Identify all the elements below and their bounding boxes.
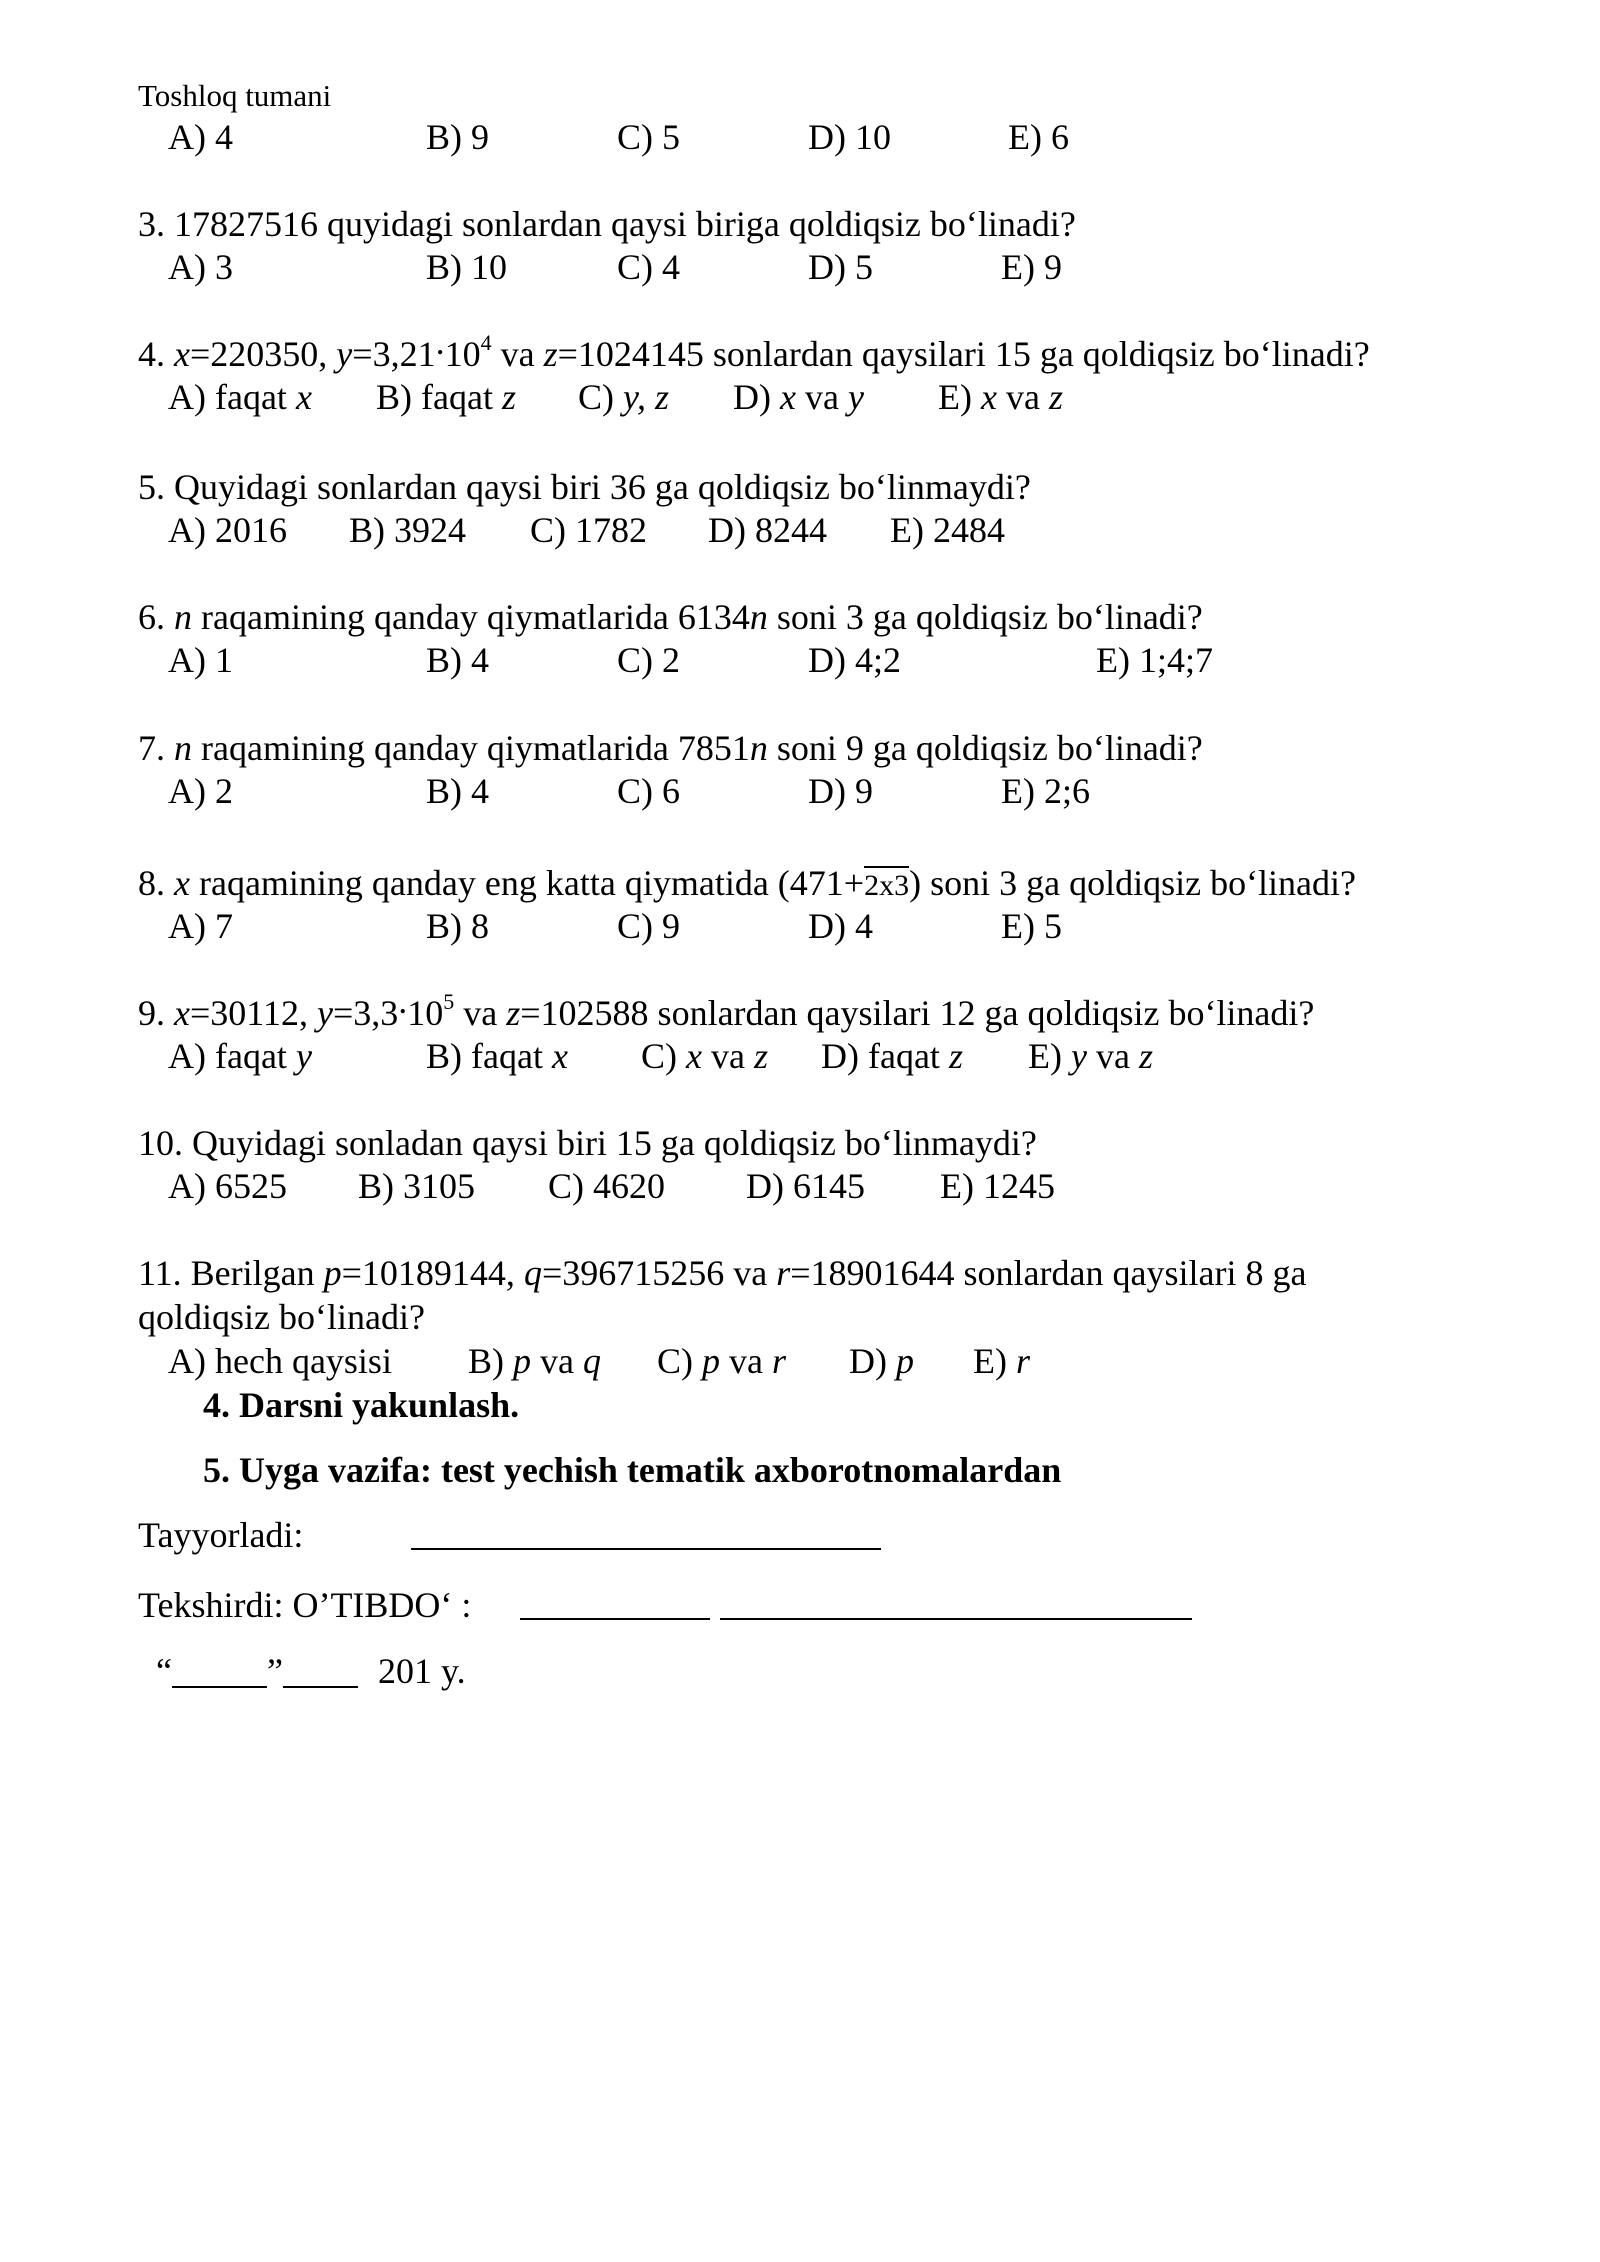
q5-option-a: A) 2016 [168, 510, 287, 550]
q3-option-e: E) 9 [1001, 247, 1062, 287]
q4-z-value: =1024145 sonlardan qaysilari 15 ga qoldiqsiz bo‘linadi? [557, 334, 1370, 374]
date-year: 201 y. [377, 1651, 466, 1691]
q9-option-d-var: z [948, 1036, 963, 1076]
q11-option-b-var1: p [513, 1341, 531, 1381]
q6-option-e: E) 1;4;7 [1096, 640, 1213, 680]
q6-number: 6. [138, 597, 174, 637]
q4-x-value: =220350, [189, 334, 337, 374]
q11-option-c-var1: p [702, 1341, 720, 1381]
q4-option-a-prefix: A) faqat [168, 377, 296, 417]
q7-number: 7. [138, 728, 174, 768]
q4-option-d-var2: y [847, 377, 864, 417]
q7-var-n2: n [749, 728, 768, 768]
q9-option-c-var2: z [753, 1036, 768, 1076]
q6-option-c: C) 2 [617, 640, 680, 680]
q8-number: 8. [138, 863, 174, 903]
q9-option-a-var: y [295, 1036, 312, 1076]
q4-exponent: 4 [480, 330, 492, 355]
q11-option-d-var: p [896, 1341, 914, 1381]
checked-by-label: Tekshirdi: O’TIBDO‘ : [138, 1585, 472, 1625]
q11-option-c-mid: va [720, 1341, 772, 1381]
q11-option-a: A) hech qaysisi [168, 1341, 392, 1381]
q5-text: 5. Quyidagi sonlardan qaysi biri 36 ga qoldiqsiz bo‘linmaydi? [138, 467, 1031, 507]
q9-option-d-prefix: D) faqat [821, 1036, 949, 1076]
q8-overline-number: 2x3 [864, 866, 909, 903]
q8-mid: raqamining qanday eng katta qiymatida (471+ [189, 863, 865, 903]
q4-var-z: z [543, 334, 558, 374]
date-close-quote: ” [266, 1651, 283, 1691]
q11-option-b [468, 1340, 601, 1382]
q9-dot: . [398, 981, 408, 1021]
q9-option-a [168, 1035, 312, 1077]
q11-option-e [973, 1340, 1030, 1382]
q4-y-value: =3,21 [352, 334, 436, 374]
q4-option-d-prefix: D) [733, 377, 780, 417]
q11-option-d [849, 1340, 914, 1382]
q7-option-a: A) 2 [168, 771, 233, 811]
q4-option-a [168, 376, 312, 418]
q5-option-c: C) 1782 [530, 510, 647, 550]
q11-r-value: =18901644 sonlardan qaysilari 8 ga [790, 1253, 1307, 1293]
q4-option-e-var1: x [980, 377, 997, 417]
q11-var-r: r [776, 1253, 791, 1293]
date-day-blank [172, 1652, 267, 1688]
q4-option-e-var2: z [1048, 377, 1063, 417]
q8-option-b: B) 8 [426, 906, 489, 946]
q9-option-b [426, 1035, 568, 1077]
q11-text-line1 [138, 1252, 1306, 1294]
q9-option-e-mid: va [1086, 1036, 1139, 1076]
q8-var-x: x [174, 863, 190, 903]
q5-option-d: D) 8244 [708, 510, 827, 550]
q9-option-e [1028, 1035, 1153, 1077]
q9-x-value: =30112, [189, 993, 317, 1033]
prepared-by-signature-line [411, 1514, 881, 1550]
q11-p-value: =10189144, [341, 1253, 524, 1293]
q11-option-e-prefix: E) [973, 1341, 1016, 1381]
q10-option-d: D) 6145 [746, 1166, 865, 1206]
q4-option-c-var: y, z [623, 377, 670, 417]
q9-option-c-var1: x [686, 1036, 702, 1076]
q9-z-value: =102588 sonlardan qaysilari 12 ga qoldiqsiz bo‘linadi? [520, 993, 1315, 1033]
q11-var-q: q [523, 1253, 542, 1293]
section-4-heading: 4. Darsni yakunlash. [203, 1385, 520, 1425]
q6-var-n: n [174, 597, 192, 637]
q4-var-y: y [336, 334, 353, 374]
q8-option-d: D) 4 [808, 906, 873, 946]
q7-option-c: C) 6 [617, 771, 680, 811]
date-month-blank [283, 1652, 358, 1688]
q9-text [138, 981, 1315, 1039]
q9-option-b-var: x [551, 1036, 568, 1076]
q5-option-e: E) 2484 [890, 510, 1005, 550]
q9-exponent: 5 [443, 989, 455, 1014]
q8-option-c: C) 9 [617, 906, 680, 946]
q2-option-a: A) 4 [168, 117, 233, 157]
q4-option-e [938, 376, 1063, 418]
q4-option-d-mid: va [795, 377, 848, 417]
q4-option-b-prefix: B) faqat [376, 377, 502, 417]
q2-option-e: E) 6 [1008, 117, 1069, 157]
q6-text [138, 596, 1203, 638]
q4-var-x: x [174, 334, 190, 374]
q7-text [138, 727, 1203, 769]
q11-option-b-var2: q [582, 1341, 601, 1381]
q2-option-c: C) 5 [617, 117, 680, 157]
q9-var-x: x [174, 993, 190, 1033]
q9-option-c [641, 1035, 768, 1077]
q11-q-value: =396715256 va [541, 1253, 777, 1293]
q9-var-z: z [506, 993, 521, 1033]
q3-text: 3. 17827516 quyidagi sonlardan qaysi biriga qoldiqsiz bo‘linadi? [138, 204, 1076, 244]
q7-end: soni 9 ga qoldiqsiz bo‘linadi? [767, 728, 1203, 768]
date-open-quote: “ [156, 1651, 172, 1691]
q6-mid: raqamining qanday qiymatlarida 6134 [192, 597, 750, 637]
date-line [156, 1650, 466, 1692]
q4-option-e-prefix: E) [938, 377, 981, 417]
q11-var-p: p [323, 1253, 342, 1293]
q8-end: ) soni 3 ga qoldiqsiz bo‘linadi? [909, 863, 1357, 903]
q4-dot: . [435, 322, 445, 362]
q7-option-b: B) 4 [426, 771, 489, 811]
q9-option-b-prefix: B) faqat [426, 1036, 552, 1076]
q11-number: 11. Berilgan [138, 1253, 324, 1293]
q5-option-b: B) 3924 [349, 510, 466, 550]
q9-option-e-var1: y [1070, 1036, 1087, 1076]
q4-ten: 10 [444, 334, 481, 374]
prepared-by-label: Tayyorladi: [138, 1515, 304, 1555]
q4-option-a-var: x [295, 377, 312, 417]
q4-option-c-prefix: C) [578, 377, 623, 417]
q8-text [138, 862, 1356, 904]
section-5-heading: 5. Uyga vazifa: test yechish tematik axborotnomalardan [203, 1450, 1062, 1490]
q3-option-b: B) 10 [426, 247, 507, 287]
q8-option-a: A) 7 [168, 906, 233, 946]
q4-option-b [376, 376, 516, 418]
q10-text: 10. Quyidagi sonladan qaysi biri 15 ga qoldiqsiz bo‘linmaydi? [138, 1123, 1037, 1163]
q9-va: va [454, 993, 507, 1033]
checked-by-short-line [520, 1584, 710, 1620]
q4-number: 4. [138, 334, 165, 374]
q9-var-y: y [316, 993, 333, 1033]
q11-option-b-mid: va [531, 1341, 583, 1381]
q7-option-e: E) 2;6 [1001, 771, 1090, 811]
q6-option-d: D) 4;2 [808, 640, 901, 680]
q9-option-d [821, 1035, 963, 1077]
q9-y-value: =3,3 [332, 993, 399, 1033]
q4-option-d [733, 376, 864, 418]
q2-option-d: D) 10 [808, 117, 891, 157]
q2-option-b: B) 9 [426, 117, 489, 157]
q9-option-c-prefix: C) [641, 1036, 686, 1076]
q9-ten: 10 [407, 993, 444, 1033]
q7-var-n: n [174, 728, 192, 768]
q9-option-a-prefix: A) faqat [168, 1036, 296, 1076]
q6-var-n2: n [749, 597, 768, 637]
q3-option-a: A) 3 [168, 247, 233, 287]
q8-option-e: E) 5 [1001, 906, 1062, 946]
q10-option-e: E) 1245 [940, 1166, 1055, 1206]
q4-option-e-mid: va [996, 377, 1049, 417]
q9-option-c-mid: va [701, 1036, 754, 1076]
q10-option-c: C) 4620 [548, 1166, 665, 1206]
q11-option-c-prefix: C) [657, 1341, 702, 1381]
q11-option-d-prefix: D) [849, 1341, 896, 1381]
q6-end: soni 3 ga qoldiqsiz bo‘linadi? [767, 597, 1203, 637]
q3-option-c: C) 4 [617, 247, 680, 287]
q11-option-b-prefix: B) [468, 1341, 513, 1381]
q4-option-b-var: z [501, 377, 516, 417]
q10-option-b: B) 3105 [358, 1166, 475, 1206]
q4-option-c [578, 376, 669, 418]
q7-mid: raqamining qanday qiymatlarida 7851 [192, 728, 750, 768]
q11-text-line2: qoldiqsiz bo‘linadi? [138, 1297, 425, 1337]
district-header: Toshloq tumani [138, 78, 332, 113]
q6-option-b: B) 4 [426, 640, 489, 680]
q3-option-d: D) 5 [808, 247, 873, 287]
q11-option-e-var: r [1015, 1341, 1030, 1381]
checked-by-long-line [720, 1584, 1192, 1620]
q9-option-e-var2: z [1138, 1036, 1153, 1076]
q9-number: 9. [138, 993, 174, 1033]
q9-option-e-prefix: E) [1028, 1036, 1071, 1076]
q4-text [138, 322, 1370, 380]
q11-option-c [657, 1340, 786, 1382]
q11-option-c-var2: r [771, 1341, 786, 1381]
q7-option-d: D) 9 [808, 771, 873, 811]
q4-va: va [491, 334, 544, 374]
q6-option-a: A) 1 [168, 640, 233, 680]
q10-option-a: A) 6525 [168, 1166, 287, 1206]
q4-option-d-var1: x [780, 377, 796, 417]
